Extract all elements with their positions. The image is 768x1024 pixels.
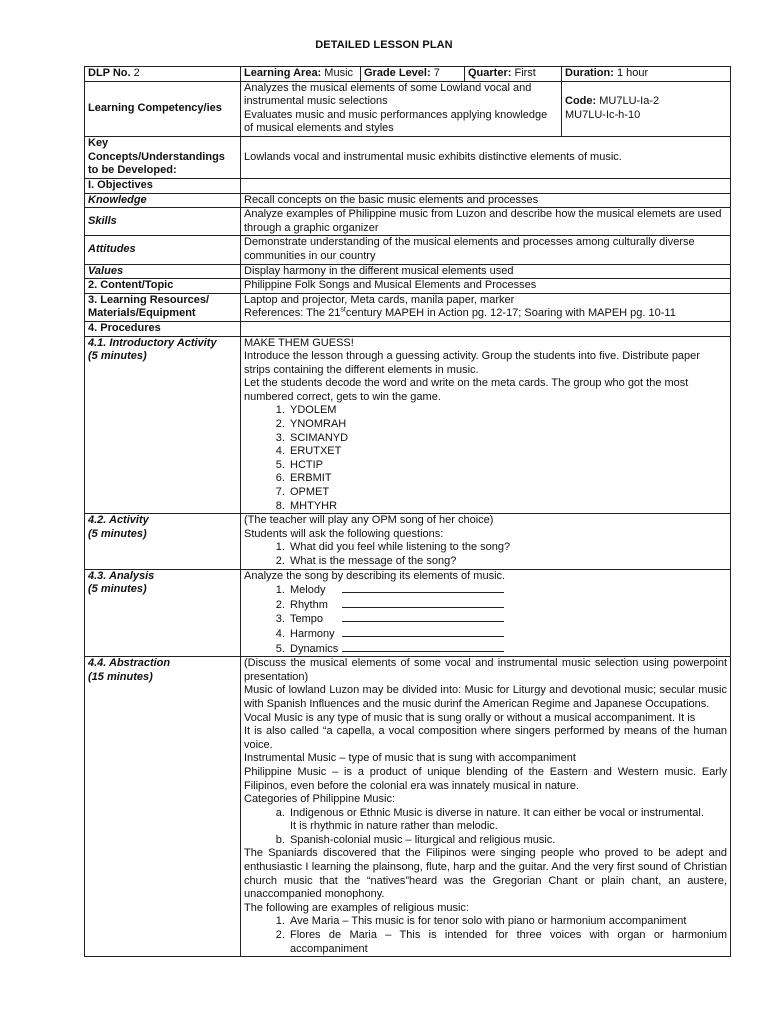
header-row: [85, 67, 731, 82]
objective-text: Analyze examples of Philippine music from Luzon and describe how the musical elemets are used through a graphic organizer: [241, 208, 731, 236]
procedures-heading: 4. Procedures: [85, 321, 241, 336]
list-item: 1. Melody: [288, 583, 727, 598]
objective-row: [85, 208, 731, 236]
duration-cell: Duration: 1 hour: [562, 67, 731, 82]
learning-area-cell: Learning Area: Music: [241, 67, 361, 82]
objective-text: Display harmony in the different musical elements used: [241, 264, 731, 279]
objective-label: Skills: [85, 208, 241, 236]
list-item: b. Spanish-colonial music – liturgical and religious music.: [288, 834, 727, 848]
list-item: 7. OPMET: [288, 486, 727, 500]
list-item: 2. Flores de Maria – This is intended for three voices with organ or harmonium accompaniment: [288, 929, 727, 956]
analysis-row: [85, 569, 731, 657]
competency-label: Learning Competency/ies: [85, 81, 241, 136]
objectives-heading: I. Objectives: [85, 178, 241, 193]
list-item: 4. Harmony: [288, 627, 727, 642]
list-item: 3. Tempo: [288, 612, 727, 627]
abstraction-label: 4.4. Abstraction (15 minutes): [85, 657, 241, 957]
introductory-activity-text: MAKE THEM GUESS! Introduce the lesson through a guessing activity. Group the students into five. Distribute paper strips containing the different elements in music. Let the students decode the word and write on the meta cards. The group who got the most numbered correct, gets to win the game. 1. YDOLEM 2. YNOMRAH 3. SCIMANYD 4. ERUTXET 5. HCTIP 6. ERBMIT 7. OPMET 8. MHTYHR: [241, 336, 731, 514]
abstraction-text: (Discuss the musical elements of some vocal and instrumental music selection using powerpoint presentation) Music of lowland Luzon may be divided into: Music for Liturgy and devotional music; secular music with Spanish Influences and the music durinf the American Regime and Japanese Occupations. Vocal Music is any type of music that is sung orally or without a musical accompaniment. It is It is also called “a capella, a vocal composition where singers performed by means of the human voice. Instrumental Music – type of music that is sung with accompaniment Philippine Music – is a product of unique blending of the Eastern and Western music. Early Filipinos, even before the colonial era was innately musical in nature. Categories of Philippine Music: a. Indigenous or Ethnic Music is diverse in nature. It can either be vocal or instrumental. It is rhythmic in nature rather than melodic. b. Spanish-colonial music – liturgical and religious music. The Spaniards discovered that the Filipinos were singing people who proved to be adept and enthusiastic I learning the plainsong, flute, harp and the guitar. And the very first sound of Christian church music that the “natives”heard was the Gregorian Chant or plain chant, an austere, unaccompanied monophony. The following are examples of religious music: 1. Ave Maria – This music is for tenor solo with piano or harmonium accompaniment 2. Flores de Maria – This is intended for three voices with organ or harmonium accompaniment: [241, 657, 731, 957]
list-item: 5. HCTIP: [288, 459, 727, 473]
questions-list: [244, 541, 727, 568]
objective-text: Recall concepts on the basic music elements and processes: [241, 193, 731, 208]
objective-text: Demonstrate understanding of the musical elements and processes among culturally diverse communities in our country: [241, 236, 731, 264]
objective-label: Knowledge: [85, 193, 241, 208]
religious-music-list: [244, 915, 727, 956]
resources-row: [85, 293, 731, 321]
list-item: 1. Ave Maria – This music is for tenor solo with piano or harmonium accompaniment: [288, 915, 727, 929]
objective-label: Attitudes: [85, 236, 241, 264]
abstraction-row: [85, 657, 731, 957]
list-item: 1. What did you feel while listening to the song?: [288, 541, 727, 555]
procedures-heading-row: [85, 321, 731, 336]
quarter-cell: Quarter: First: [465, 67, 562, 82]
list-item: 2. What is the message of the song?: [288, 555, 727, 569]
objective-row: [85, 236, 731, 264]
objectives-heading-row: [85, 178, 731, 193]
objective-label: Values: [85, 264, 241, 279]
key-concepts-label: Key Concepts/Understandings to be Developed:: [85, 136, 241, 178]
list-item: 2. Rhythm: [288, 598, 727, 613]
list-item: 4. ERUTXET: [288, 445, 727, 459]
activity-text: (The teacher will play any OPM song of her choice) Students will ask the following questions: 1. What did you feel while listening to the song? 2. What is the message of the song?: [241, 514, 731, 569]
analysis-text: Analyze the song by describing its elements of music. 1. Melody 2. Rhythm 3. Tempo 4. Harmony 5. Dynamics: [241, 569, 731, 657]
list-item: 8. MHTYHR: [288, 500, 727, 514]
list-item: 6. ERBMIT: [288, 472, 727, 486]
objective-row: [85, 193, 731, 208]
content-label: 2. Content/Topic: [85, 279, 241, 294]
list-item: 2. YNOMRAH: [288, 418, 727, 432]
key-concepts-text: Lowlands vocal and instrumental music exhibits distinctive elements of music.: [241, 136, 731, 178]
scrambled-words-list: [244, 404, 727, 513]
resources-label: 3. Learning Resources/ Materials/Equipment: [85, 293, 241, 321]
key-concepts-row: [85, 136, 731, 178]
list-item: a. Indigenous or Ethnic Music is diverse in nature. It can either be vocal or instrumental. It is rhythmic in nature rather than melodic.: [288, 807, 727, 834]
dlp-number-cell: DLP No. 2: [85, 67, 241, 82]
document-title: DETAILED LESSON PLAN: [315, 39, 453, 51]
list-item: 1. YDOLEM: [288, 404, 727, 418]
list-item: 5. Dynamics: [288, 642, 727, 657]
competency-code: Code: MU7LU-Ia-2 MU7LU-Ic-h-10: [562, 81, 731, 136]
introductory-activity-row: [85, 336, 731, 514]
lesson-plan-table: [84, 66, 731, 957]
introductory-activity-label: 4.1. Introductory Activity (5 minutes): [85, 336, 241, 514]
grade-level-cell: Grade Level: 7: [361, 67, 465, 82]
activity-label: 4.2. Activity (5 minutes): [85, 514, 241, 569]
content-row: [85, 279, 731, 294]
competency-text: Analyzes the musical elements of some Lowland vocal and instrumental music selections Evaluates music and music performances applying knowledge of musical elements and styles: [241, 81, 562, 136]
competency-row: [85, 81, 731, 136]
categories-list: [244, 807, 727, 848]
analysis-label: 4.3. Analysis (5 minutes): [85, 569, 241, 657]
list-item: 3. SCIMANYD: [288, 432, 727, 446]
content-text: Philippine Folk Songs and Musical Elements and Processes: [241, 279, 731, 294]
activity-row: [85, 514, 731, 569]
elements-list: [244, 583, 727, 656]
objective-row: [85, 264, 731, 279]
resources-text: Laptop and projector, Meta cards, manila paper, marker References: The 21stcentury MAPEH in Action pg. 12-17; Soaring with MAPEH pg. 10-11: [241, 293, 731, 321]
